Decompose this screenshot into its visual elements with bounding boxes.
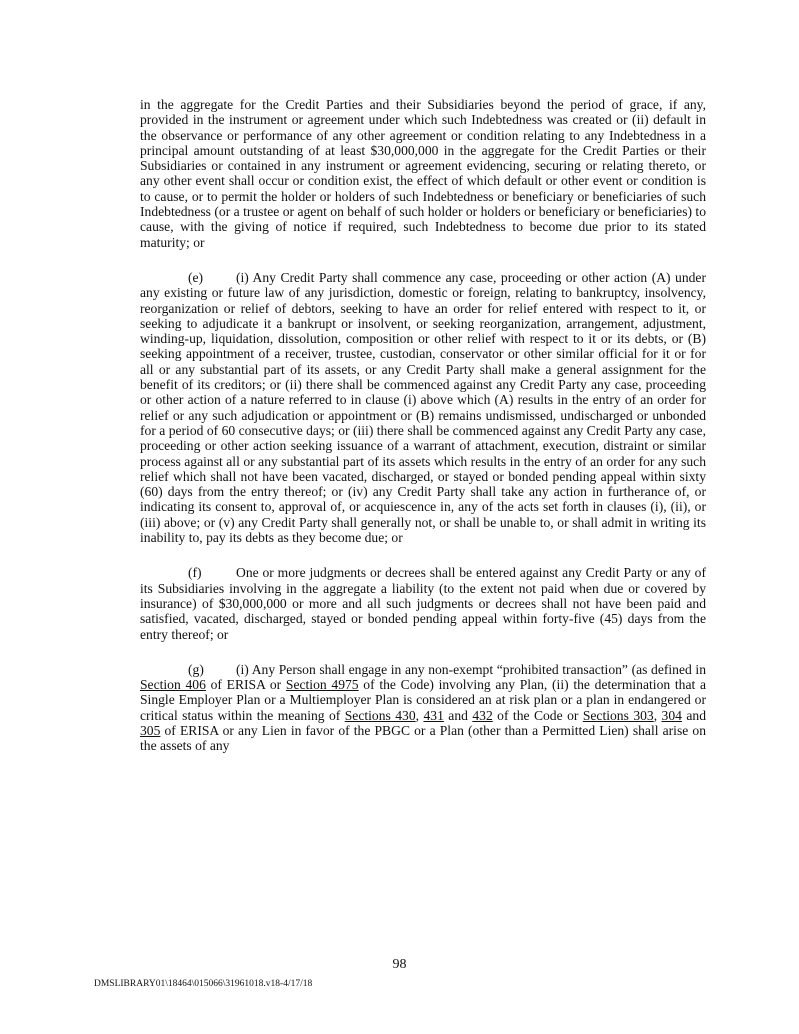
section-reference: 304 [661, 707, 682, 723]
page-number: 98 [392, 957, 407, 972]
document-body [140, 97, 706, 774]
section-reference: Section 406 [140, 677, 206, 693]
section-reference: Sections 303 [582, 707, 654, 723]
section-reference: Sections 430 [344, 707, 416, 723]
clause-text: (i) Any Credit Party shall commence any case, proceeding or other action (A) under any existing or future law of any jurisdiction, domestic or foreign, relating to bankruptcy, insolvency, reorganization or relief of debtors, seeking to have an order for relief entered with respect to it, or seeking to adjudicate it a bankrupt or insolvent, or seeking reorganization, arrangement, adjustment, winding-up, liquidation, dissolution, composition or other relief with respect to it or its debts, or (B) seeking appointment of a receiver, trustee, custodian, conservator or other similar official for it or for all or any substantial part of its assets, or any Credit Party shall make a general assignment for the benefit of its creditors; or (ii) there shall be commenced against any Credit Party any case, proceeding or other action of a nature referred to in clause (i) above which (A) results in the entry of an order for relief or any such adjudication or appointment or (B) remains undismissed, undischarged or unbonded for a period of 60 consecutive days; or (iii) there shall be commenced against any Credit Party any case, proceeding or other action seeking issuance of a warrant of attachment, execution, distraint or similar process against all or any substantial part of its assets which results in the entry of an order for any such relief which shall not have been vacated, discharged, or stayed or bonded pending appeal within sixty (60) days from the entry thereof; or (iv) any Credit Party shall take any action in furtherance of, or indicating its consent to, approval of, or acquiescence in, any of the acts set forth in clauses (i), (ii), or (iii) above; or (v) any Credit Party shall generally not, or shall be unable to, or shall admit in writing its inability to, pay its debts as they become due; or [140, 269, 706, 546]
paragraph-f [140, 565, 706, 641]
paragraph-continuation: in the aggregate for the Credit Parties and their Subsidiaries beyond the period of grace, if any, provided in the instrument or agreement under which such Indebtedness was created or (ii) default in the observance or performance of any other agreement or condition relating to any Indebtedness in a principal amount outstanding of at least $30,000,000 in the aggregate for the Credit Parties or their Subsidiaries or contained in any instrument or agreement evidencing, securing or relating thereto, or any other event shall occur or condition exist, the effect of which default or other event or condition is to cause, or to permit the holder or holders of such Indebtedness or beneficiary or beneficiaries of such Indebtedness (or a trustee or agent on behalf of such holder or holders or beneficiary or beneficiaries) to cause, with the giving of notice if required, such Indebtedness to become due prior to its stated maturity; or [140, 97, 706, 250]
clause-text: , [653, 707, 662, 723]
clause-label: (f) [188, 565, 202, 581]
clause-text: One or more judgments or decrees shall be entered against any Credit Party or any of its Subsidiaries involving in the aggregate a liability (to the extent not paid when due or covered by insurance) of $30,000,000 or more and all such judgments or decrees shall not have been paid and satisfied, vacated, discharged, stayed or bonded pending appeal within forty-five (45) days from the entry thereof; or [140, 565, 706, 642]
clause-text: of ERISA or any Lien in favor of the PBGC or a Plan (other than a Permitted Lien) shall arise on the assets of any [140, 722, 706, 754]
document-footer-id: DMSLIBRARY01\18464\015066\31961018.v18-4/17/18 [94, 979, 313, 989]
clause-text: of the Code) involving any Plan, (ii) the determination that a Single Employer Plan or a Multiemployer Plan is considered an at risk plan or a plan in endangered or critical status within the meaning of [140, 677, 706, 723]
section-reference: Section 4975 [285, 677, 359, 693]
clause-text: (i) Any Person shall engage in any non-exempt “prohibited transaction” (as defined in [236, 661, 706, 677]
section-reference: 431 [423, 707, 444, 723]
section-reference: 305 [140, 722, 161, 738]
clause-text: of the Code or [492, 707, 583, 723]
clause-text: , [415, 707, 424, 723]
clause-label: (e) [188, 269, 204, 285]
clause-label: (g) [188, 661, 204, 677]
clause-text: and [443, 707, 473, 723]
clause-text: and [681, 707, 706, 723]
section-reference: 432 [472, 707, 493, 723]
paragraph-e [140, 270, 706, 545]
clause-text: of ERISA or [205, 677, 286, 693]
paragraph-g [140, 662, 706, 754]
